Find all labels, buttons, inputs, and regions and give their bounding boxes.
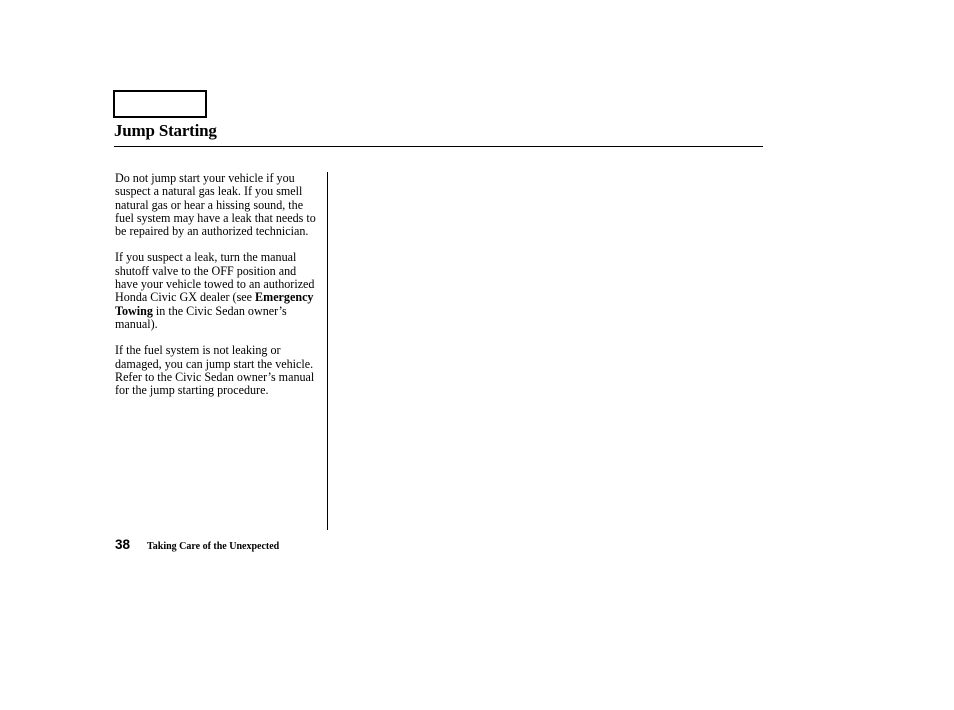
- paragraph-text: in the Civic Sedan owner’s manual).: [115, 303, 287, 331]
- paragraph-leak-instructions: [115, 251, 321, 331]
- paragraph-jump-start-ok: [115, 344, 321, 397]
- page-number: 38: [115, 537, 131, 552]
- paragraph-text: If you suspect a leak, turn the manual shutoff valve to the OFF position and have your vehicle towed to an authorized Honda Civic GX dealer (see: [115, 250, 315, 305]
- emergency-towing-reference: Emergency Towing: [115, 290, 314, 318]
- section-tab-box: [113, 90, 207, 118]
- title-divider: [114, 146, 763, 147]
- footer-section-title: Taking Care of the Unexpected: [147, 541, 280, 552]
- body-column: [115, 172, 321, 410]
- page-title: Jump Starting: [114, 121, 217, 140]
- column-divider: [327, 172, 328, 530]
- paragraph-text: Do not jump start your vehicle if you suspect a natural gas leak. If you smell natural gas or hear a hissing sound, the fuel system may have a leak that needs to be repaired by an authorized technician.: [115, 171, 316, 239]
- paragraph-gas-leak-warning: [115, 172, 321, 238]
- paragraph-text: If the fuel system is not leaking or damaged, you can jump start the vehicle. Refer to the Civic Sedan owner’s manual for the jump starting procedure.: [115, 343, 315, 398]
